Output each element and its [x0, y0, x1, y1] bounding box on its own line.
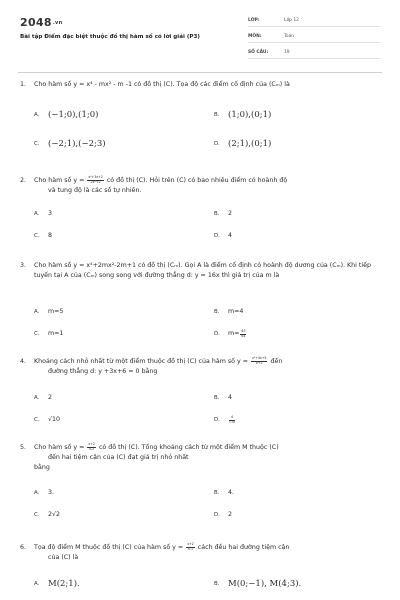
option-text: 8 [48, 232, 53, 239]
option-label: D. [214, 417, 220, 423]
fraction [229, 416, 235, 424]
question-4 [20, 356, 382, 424]
question-1 [20, 80, 382, 149]
denominator: x-2 [89, 446, 95, 451]
option-a[interactable] [34, 579, 80, 589]
option-c[interactable] [34, 329, 63, 339]
option-d[interactable] [214, 329, 247, 339]
option-label: B. [214, 309, 220, 315]
meta-value: Lớp 12 [284, 17, 299, 23]
stem-part: cách đều hai đường tiệm cận [195, 544, 290, 552]
fraction [240, 330, 246, 338]
option-b[interactable] [214, 209, 232, 219]
option-c[interactable] [34, 139, 106, 149]
question-3 [20, 261, 382, 338]
option-text: m=4 [228, 308, 244, 315]
option-d[interactable] [214, 510, 232, 520]
option-b[interactable] [214, 110, 271, 120]
numerator: x+2 [88, 442, 95, 446]
logo-text: 2048 [20, 16, 52, 29]
site-logo[interactable] [20, 16, 62, 29]
option-text: 4. [228, 489, 235, 496]
denominator: x+2 [255, 360, 263, 365]
stem-part: đến [268, 358, 283, 366]
denominator: x-1 [187, 546, 194, 551]
option-text: m=5 [48, 308, 64, 315]
meta-key: LỚP: [248, 17, 260, 23]
question-number: 4. [20, 358, 27, 365]
option-text: 3 [48, 210, 53, 217]
meta-row-subject [248, 30, 380, 43]
option-label: D. [214, 141, 220, 147]
option-text: m=1 [48, 330, 64, 337]
stem-continued: bằng [34, 464, 50, 472]
stem-part: Tọa độ điểm M thuộc đồ thị (C) của hàm số y = [34, 544, 186, 552]
question-stem: Cho hàm số y = x⁴+2mx²-2m+1 có đồ thị (Cₘ). Gọi A là điểm cố định có hoành độ dương của (Cₘ). Khi tiếp tuyến tại A của (Cₘ) song song với đường thẳng d: y = 16x thì giá trị của m là [34, 262, 371, 279]
option-c[interactable] [34, 510, 60, 520]
option-label: C. [34, 512, 40, 518]
question-number: 5. [20, 444, 27, 451]
option-b[interactable] [214, 307, 243, 317]
meta-row-count [248, 46, 380, 59]
option-text: 3. [48, 489, 55, 496]
option-text: 2 [228, 511, 233, 518]
stem-continued: đến hai tiệm cận của (C) đạt giá trị nhỏ nhất [48, 454, 189, 462]
option-text: m= [228, 330, 240, 337]
question-stem: Cho hàm số y = x⁴ - mx² - m -1 có đồ thị (C). Tọa độ các điểm cố định của (Cₘ) là [34, 81, 290, 88]
stem-part: có đồ thị (C). Hỏi trên (C) có bao nhiêu điểm có hoành độ [104, 177, 288, 185]
stem-continued: và tung độ là các số tự nhiên. [48, 187, 142, 195]
option-b[interactable] [214, 393, 232, 403]
option-a[interactable] [34, 488, 54, 498]
option-d[interactable] [214, 415, 236, 425]
option-d[interactable] [214, 231, 232, 241]
option-label: B. [214, 581, 220, 587]
fraction [251, 357, 267, 365]
numerator: x²+3x+2 [88, 175, 103, 179]
option-label: C. [34, 141, 40, 147]
option-label: C. [34, 331, 40, 337]
option-c[interactable] [34, 415, 60, 425]
option-text: 2 [228, 210, 233, 217]
option-a[interactable] [34, 307, 63, 317]
stem-part: có đồ thị (C). Tổng khoảng cách từ một điểm M thuộc (C) [96, 444, 279, 452]
option-text: 2√2 [48, 511, 61, 518]
option-label: A. [34, 112, 40, 118]
meta-value: 19 [284, 49, 290, 55]
option-text: (−2;1),(−2;3) [48, 139, 106, 149]
question-stem [34, 357, 382, 367]
option-label: B. [214, 490, 220, 496]
question-6 [20, 542, 382, 589]
fraction [186, 543, 195, 551]
option-label: A. [34, 395, 40, 401]
option-text: 4 [228, 394, 233, 401]
option-c[interactable] [34, 231, 52, 241]
option-text: M(2;1). [48, 579, 80, 589]
option-label: D. [214, 233, 220, 239]
option-text: 4 [228, 232, 233, 239]
option-text: (1;0),(0;1) [228, 110, 272, 120]
question-number: 1. [20, 81, 27, 88]
meta-row-class [248, 14, 380, 27]
numerator: 63 [241, 328, 246, 333]
question-number: 6. [20, 544, 27, 551]
logo-suffix: .vn [52, 20, 63, 26]
document-title: Bài tập Điểm đặc biệt thuộc đồ thị hàm số có lời giải (P3) [20, 34, 200, 40]
option-label: D. [214, 512, 220, 518]
option-label: A. [34, 490, 40, 496]
option-text: √10 [48, 416, 61, 423]
stem-part: Cho hàm số y = [34, 444, 87, 452]
question-2 [20, 175, 382, 239]
denominator: √10 [229, 419, 236, 424]
denominator: 2x²+2 [90, 179, 101, 184]
option-a[interactable] [34, 393, 52, 403]
option-label: B. [214, 112, 220, 118]
meta-value: Toán [284, 33, 295, 39]
option-label: C. [34, 417, 40, 423]
option-label: A. [34, 211, 40, 217]
option-label: A. [34, 309, 40, 315]
option-d[interactable] [214, 139, 271, 149]
stem-continued: của (C) là [48, 554, 79, 562]
question-5 [20, 442, 382, 518]
meta-info [248, 14, 380, 62]
option-label: B. [214, 211, 220, 217]
option-b[interactable] [214, 579, 301, 589]
page-header [0, 0, 400, 70]
option-label: D. [214, 331, 220, 337]
header-divider [18, 72, 382, 73]
question-number: 2. [20, 177, 27, 184]
option-a[interactable] [34, 110, 98, 120]
option-text: 2 [48, 394, 53, 401]
numerator: x+2 [187, 542, 194, 546]
option-text: M(0;−1), M(4;3). [228, 579, 302, 589]
option-text: (2;1),(0;1) [228, 139, 272, 149]
numerator: 4 [229, 416, 235, 421]
question-stem [34, 543, 382, 553]
fraction [87, 443, 96, 451]
fraction [87, 176, 103, 184]
stem-part: Khoảng cách nhỏ nhất từ một điểm thuộc đồ thị (C) của hàm số y = [34, 358, 250, 366]
denominator: 64 [241, 333, 246, 338]
option-a[interactable] [34, 209, 52, 219]
meta-key: MÔN: [248, 33, 262, 39]
option-label: C. [34, 233, 40, 239]
option-text: (−1;0),(1;0) [48, 110, 99, 120]
stem-continued: đường thẳng d: y +3x+6 = 0 bằng [48, 368, 158, 376]
option-label: B. [214, 395, 220, 401]
question-stem [34, 443, 382, 453]
option-b[interactable] [214, 488, 234, 498]
meta-key: SỐ CÂU: [248, 49, 269, 55]
stem-part: Cho hàm số y = [34, 177, 87, 185]
question-number: 3. [20, 262, 27, 269]
option-label: A. [34, 581, 40, 587]
numerator: x²+4x+5 [252, 356, 267, 360]
question-stem [34, 176, 382, 186]
